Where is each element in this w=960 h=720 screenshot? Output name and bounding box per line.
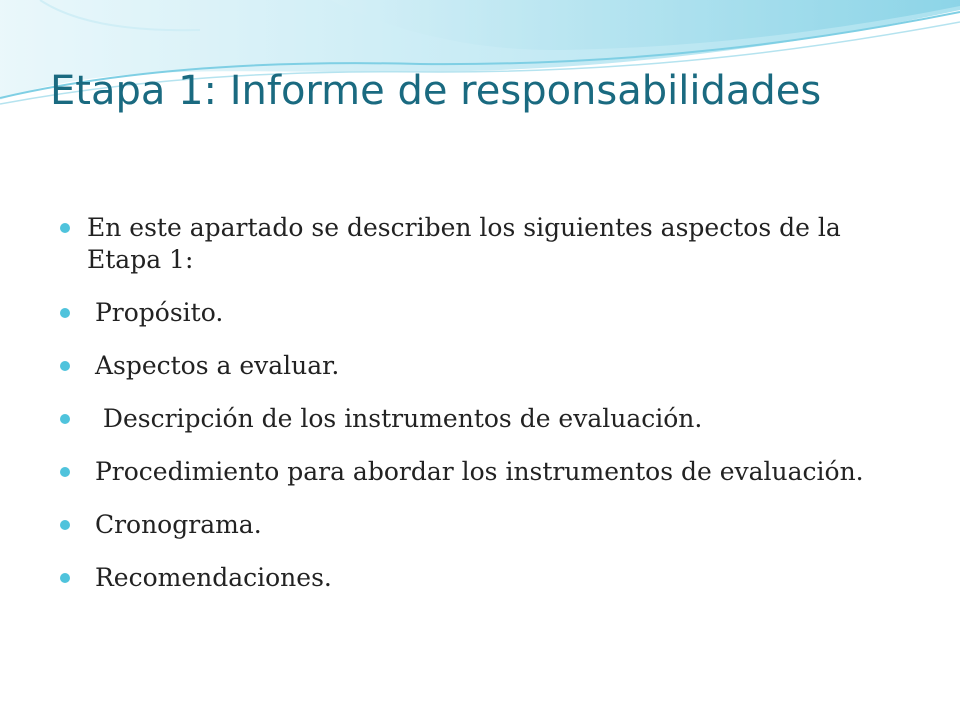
bullet-text: Cronograma.	[87, 510, 262, 539]
bullet-icon	[60, 467, 70, 477]
bullet-item	[60, 562, 880, 594]
bullet-icon	[60, 573, 70, 583]
slide-title: Etapa 1: Informe de responsabilidades	[50, 68, 822, 114]
bullet-item	[60, 212, 880, 276]
bullet-icon	[60, 308, 70, 318]
bullet-list	[60, 212, 880, 615]
bullet-text: Aspectos a evaluar.	[87, 351, 340, 380]
bullet-item	[60, 350, 880, 382]
bullet-item	[60, 403, 880, 435]
bullet-text: Propósito.	[87, 298, 224, 327]
bullet-icon	[60, 361, 70, 371]
bullet-item	[60, 297, 880, 329]
bullet-text: Descripción de los instrumentos de evaluación.	[87, 404, 703, 433]
bullet-item	[60, 509, 880, 541]
bullet-icon	[60, 223, 70, 233]
bullet-icon	[60, 414, 70, 424]
bullet-text: Recomendaciones.	[87, 563, 332, 592]
bullet-icon	[60, 520, 70, 530]
bullet-text: Procedimiento para abordar los instrumentos de evaluación.	[87, 457, 864, 486]
bullet-text: En este apartado se describen los siguientes aspectos de la Etapa 1:	[87, 213, 849, 274]
bullet-item	[60, 456, 880, 488]
